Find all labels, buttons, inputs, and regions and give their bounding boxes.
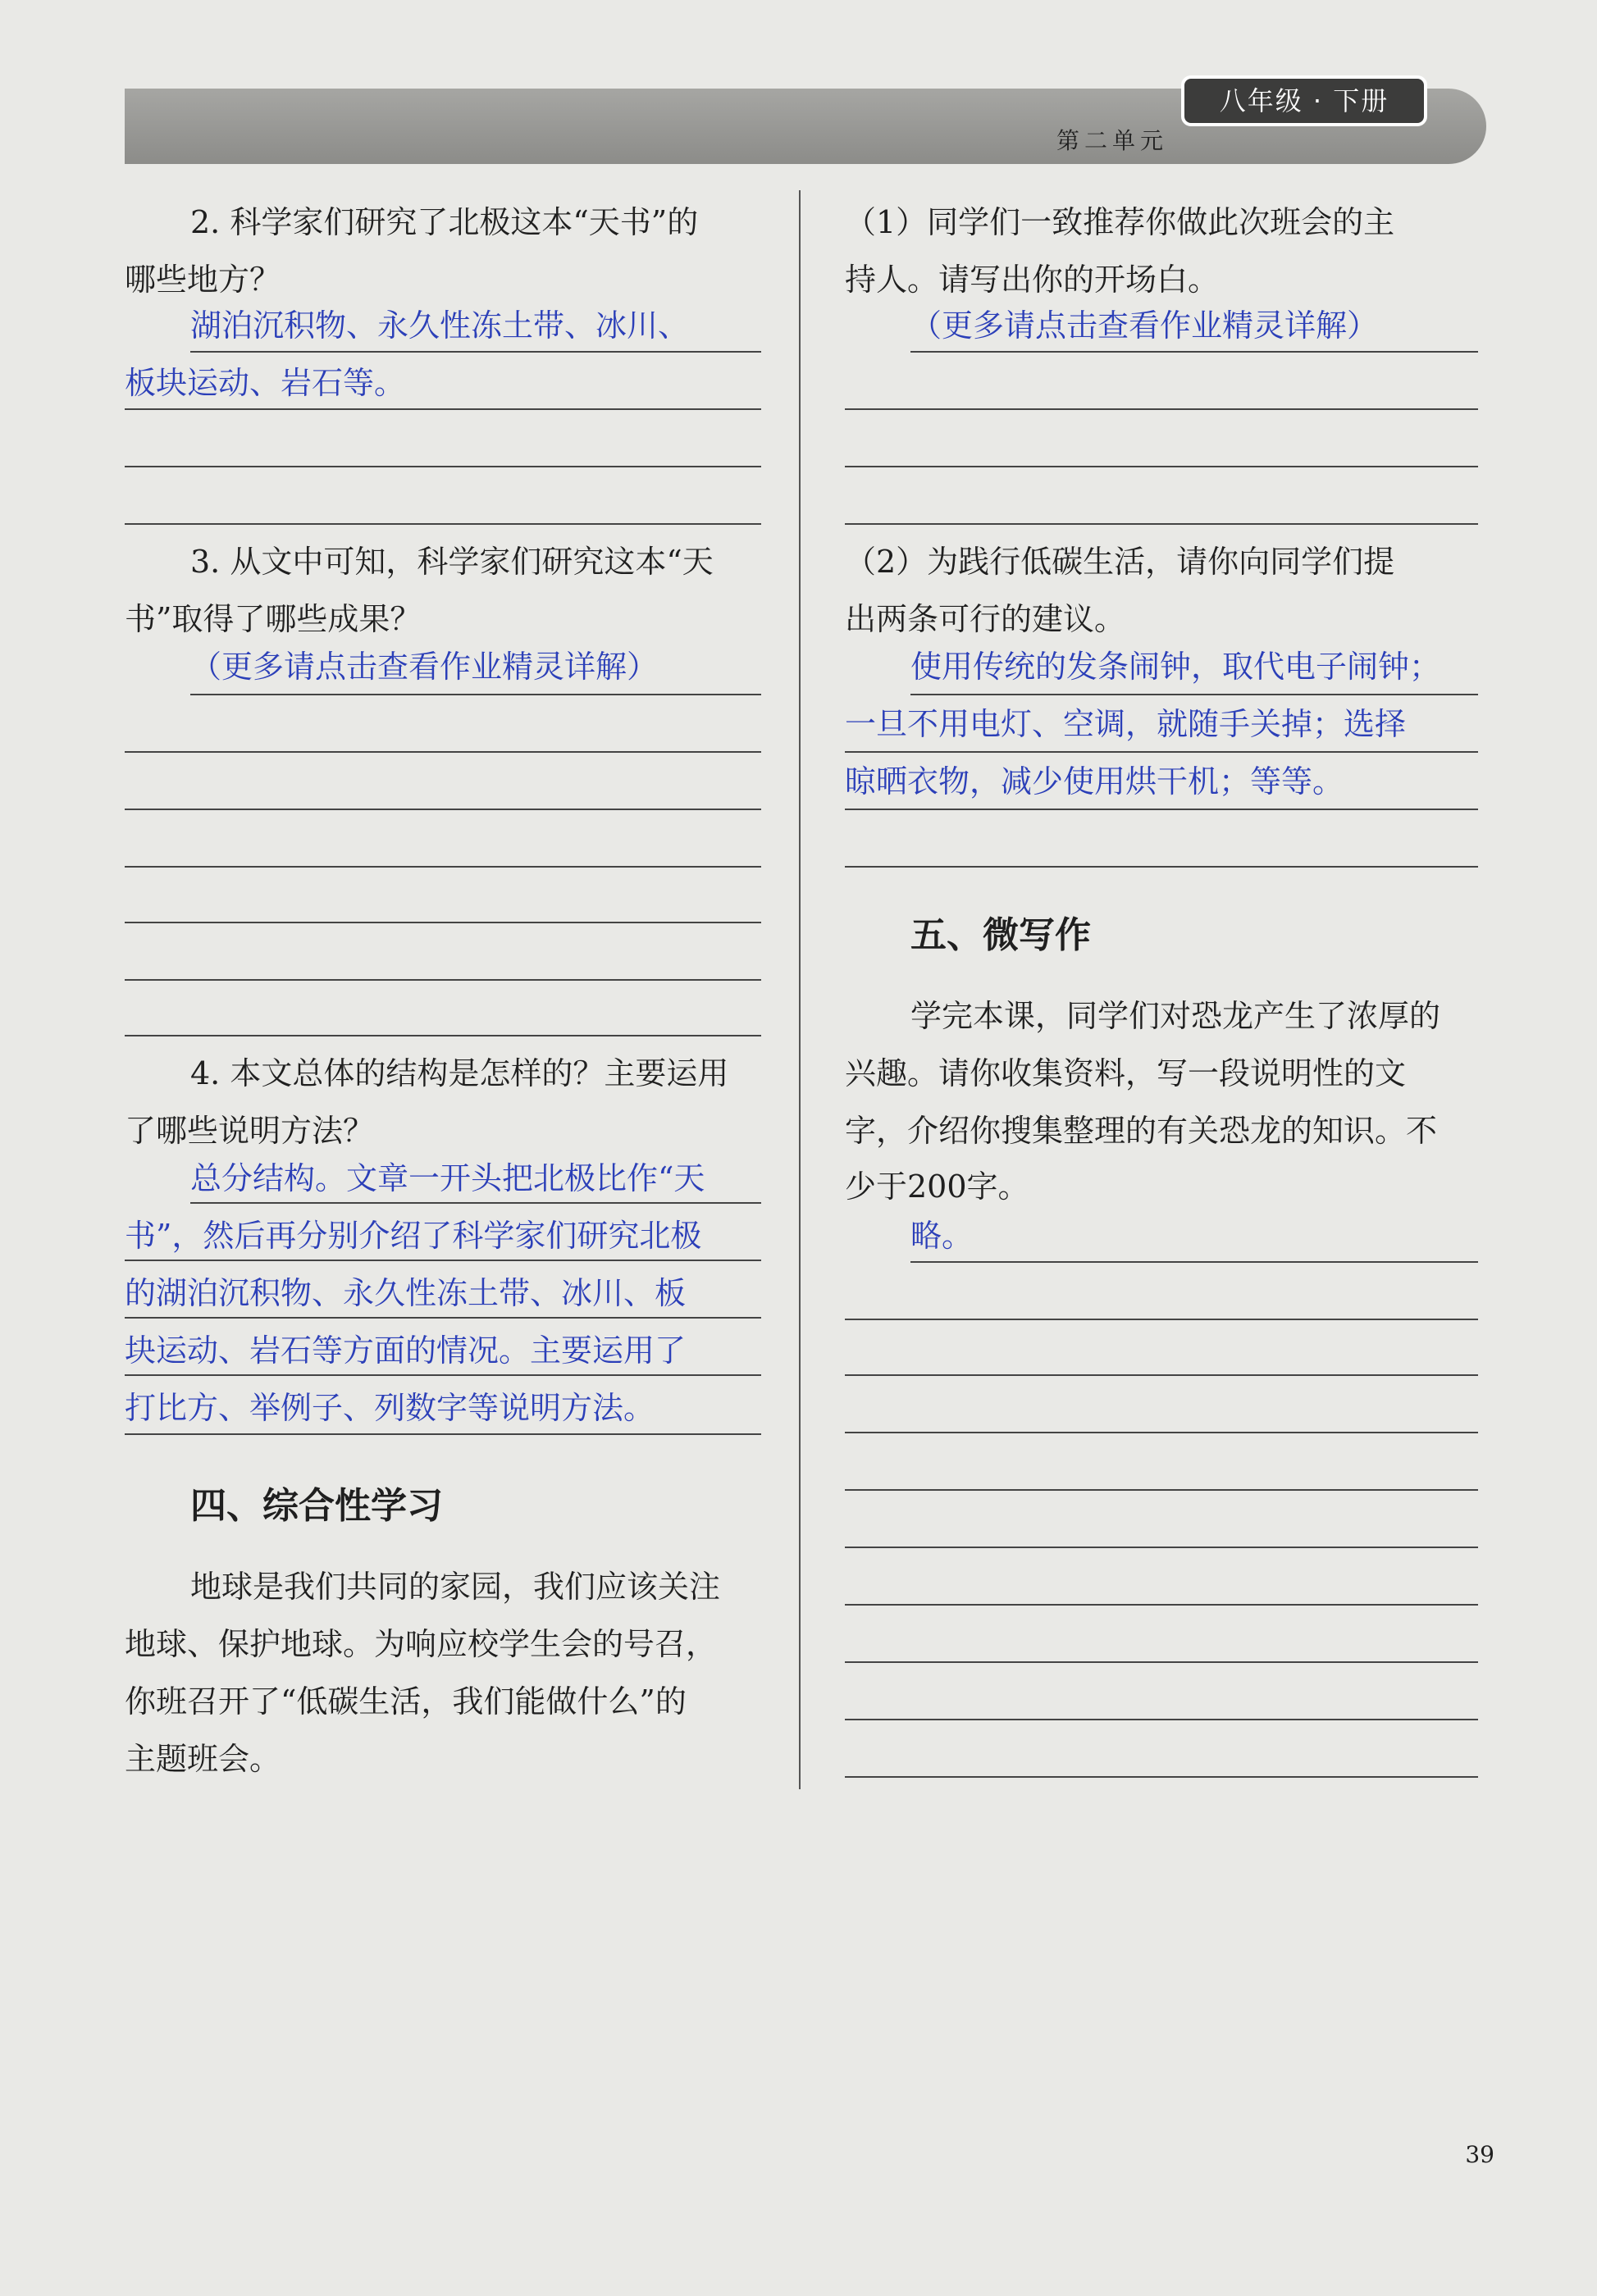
sub1-question-line2: 持人。请写出你的开场白。 bbox=[845, 262, 1220, 298]
sub2-answer-line3: 晾晒衣物，减少使用烘干机；等等。 bbox=[845, 763, 1344, 800]
answer-rule bbox=[125, 979, 761, 981]
answer-rule bbox=[125, 922, 761, 923]
q3-answer-line1: （更多请点击查看作业精灵详解） bbox=[190, 649, 659, 685]
q2-answer-line1: 湖泊沉积物、永久性冻土带、冰川、 bbox=[190, 308, 690, 344]
q4-question-line2: 了哪些说明方法？ bbox=[125, 1113, 375, 1149]
q2-question-line1: 2. 科学家们研究了北极这本“天书”的 bbox=[190, 204, 699, 240]
answer-rule bbox=[125, 1035, 761, 1036]
page-number: 39 bbox=[1465, 2141, 1494, 2168]
q4-answer-line4: 块运动、岩石等方面的情况。主要运用了 bbox=[125, 1332, 687, 1369]
answer-rule bbox=[845, 523, 1478, 525]
section4-para-line1: 地球是我们共同的家园，我们应该关注 bbox=[190, 1569, 721, 1605]
section4-title: 四、综合性学习 bbox=[190, 1485, 443, 1527]
section4-para-line2: 地球、保护地球。为响应校学生会的号召， bbox=[125, 1626, 718, 1662]
unit-label: 第二单元 bbox=[1056, 127, 1169, 154]
answer-rule bbox=[910, 351, 1478, 353]
q4-answer-line1: 总分结构。文章一开头把北极比作“天 bbox=[190, 1160, 705, 1196]
answer-rule bbox=[125, 1260, 761, 1261]
answer-rule bbox=[190, 694, 761, 695]
answer-rule bbox=[845, 1661, 1478, 1663]
answer-rule bbox=[845, 408, 1478, 410]
sub2-question-line1: （2）为践行低碳生活，请你向同学们提 bbox=[845, 544, 1395, 580]
sub1-question-line1: （1）同学们一致推荐你做此次班会的主 bbox=[845, 204, 1395, 240]
section5-para-line2: 兴趣。请你收集资料，写一段说明性的文 bbox=[845, 1055, 1407, 1091]
q2-question-line2: 哪些地方？ bbox=[125, 262, 281, 298]
answer-rule bbox=[190, 351, 761, 353]
answer-rule bbox=[845, 1374, 1478, 1376]
section5-title: 五、微写作 bbox=[910, 914, 1091, 956]
section5-para-line3: 字，介绍你搜集整理的有关恐龙的知识。不 bbox=[845, 1113, 1438, 1149]
column-divider bbox=[799, 190, 801, 1789]
q4-question-line1: 4. 本文总体的结构是怎样的？主要运用 bbox=[190, 1055, 729, 1091]
answer-rule bbox=[125, 523, 761, 525]
answer-rule bbox=[845, 1604, 1478, 1606]
answer-rule bbox=[125, 1374, 761, 1376]
q4-answer-line5: 打比方、举例子、列数字等说明方法。 bbox=[125, 1390, 655, 1426]
answer-rule bbox=[845, 809, 1478, 810]
answer-rule bbox=[125, 466, 761, 467]
section5-answer-line1: 略。 bbox=[910, 1218, 974, 1254]
q3-question-line2: 书”取得了哪些成果？ bbox=[125, 601, 422, 637]
answer-rule bbox=[845, 866, 1478, 868]
answer-rule bbox=[190, 1202, 761, 1204]
answer-rule bbox=[125, 866, 761, 868]
section5-para-line1: 学完本课，同学们对恐龙产生了浓厚的 bbox=[910, 998, 1441, 1034]
sub1-answer-line1: （更多请点击查看作业精灵详解） bbox=[910, 308, 1379, 344]
answer-rule bbox=[845, 1432, 1478, 1433]
section4-para-line3: 你班召开了“低碳生活，我们能做什么”的 bbox=[125, 1683, 687, 1720]
sub2-answer-line1: 使用传统的发条闹钟，取代电子闹钟； bbox=[910, 649, 1441, 685]
answer-rule bbox=[125, 809, 761, 810]
sub2-question-line2: 出两条可行的建议。 bbox=[845, 601, 1126, 637]
q2-answer-line2: 板块运动、岩石等。 bbox=[125, 365, 406, 401]
answer-rule bbox=[845, 1776, 1478, 1778]
answer-rule bbox=[845, 1719, 1478, 1720]
answer-rule bbox=[125, 408, 761, 410]
answer-rule bbox=[125, 1317, 761, 1319]
q4-answer-line2: 书”，然后再分别介绍了科学家们研究北极 bbox=[125, 1218, 702, 1254]
section5-para-line4: 少于200字。 bbox=[845, 1168, 1029, 1205]
answer-rule bbox=[125, 1433, 761, 1435]
answer-rule bbox=[845, 1547, 1478, 1548]
q4-answer-line3: 的湖泊沉积物、永久性冻土带、冰川、板 bbox=[125, 1275, 687, 1311]
sub2-answer-line2: 一旦不用电灯、空调，就随手关掉；选择 bbox=[845, 706, 1407, 742]
answer-rule bbox=[125, 751, 761, 753]
grade-label: 八年级 · 下册 bbox=[1181, 75, 1427, 126]
answer-rule bbox=[845, 1319, 1478, 1320]
section4-para-line4: 主题班会。 bbox=[125, 1741, 281, 1777]
q3-question-line1: 3. 从文中可知，科学家们研究这本“天 bbox=[190, 544, 714, 580]
answer-rule bbox=[845, 1489, 1478, 1491]
answer-rule bbox=[845, 466, 1478, 467]
answer-rule bbox=[910, 1261, 1478, 1263]
